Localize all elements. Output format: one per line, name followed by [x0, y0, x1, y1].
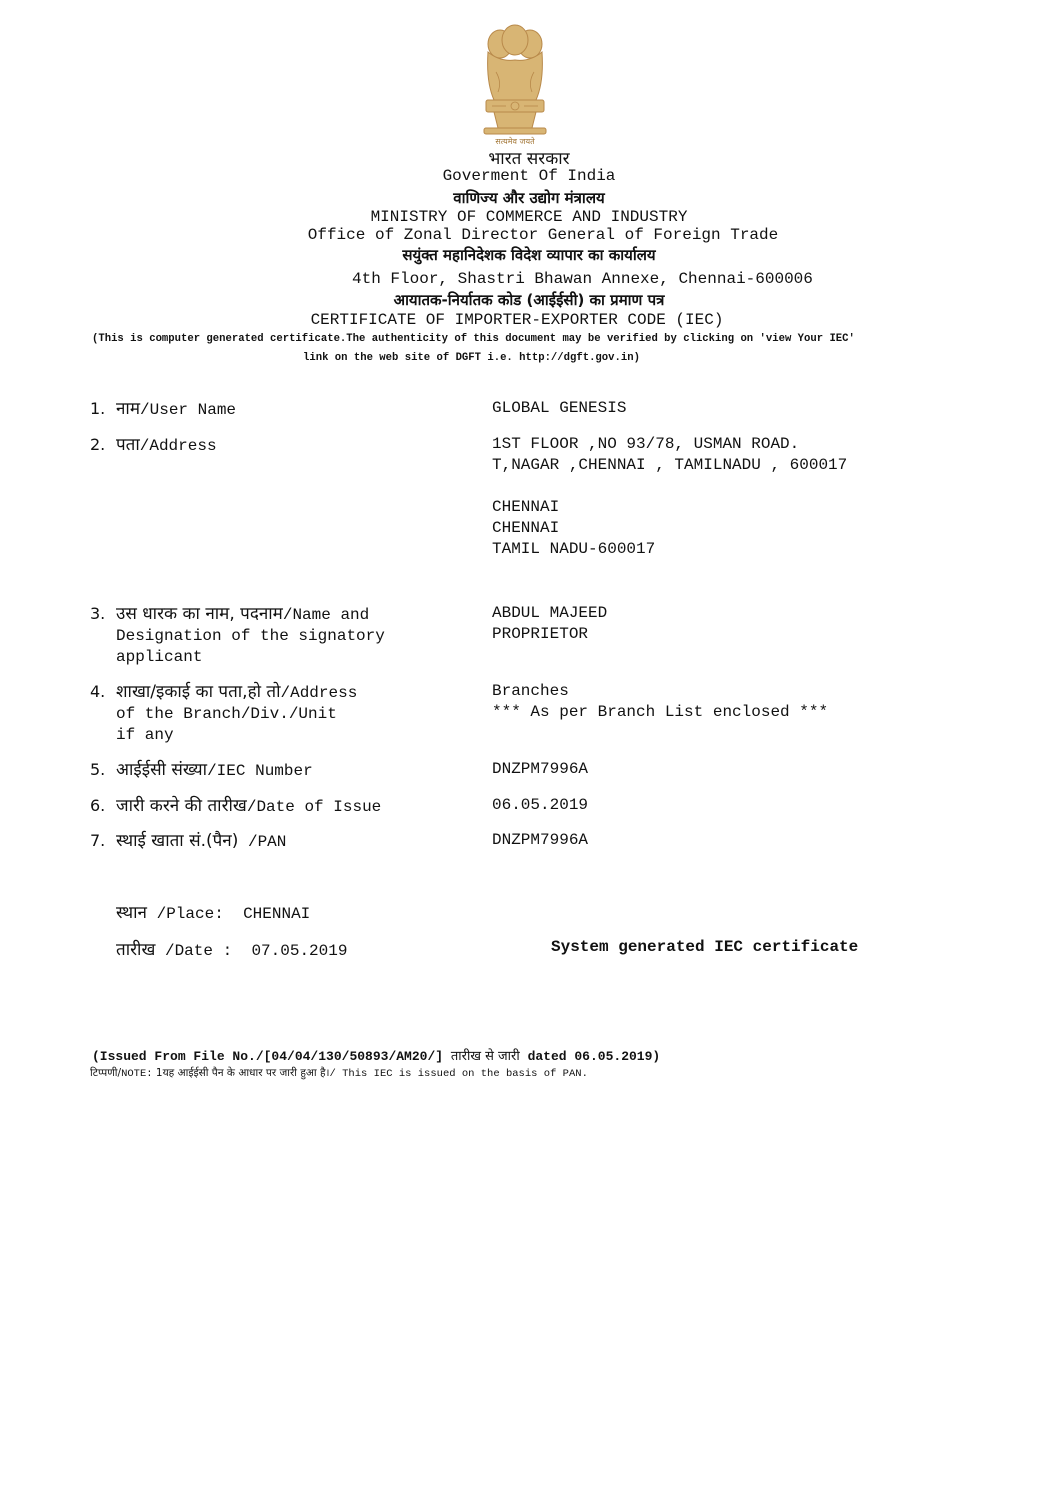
address-line-district: CHENNAI — [492, 519, 560, 537]
place-value: CHENNAI — [243, 905, 311, 923]
issued-from-file: (Issued From File No./[04/04/130/50893/AM20/] तारीख से जारी dated 06.05.2019) — [92, 1049, 661, 1064]
hi-ministry-title: वाणिज्य और उद्योग मंत्रालय — [453, 189, 605, 207]
place-line: स्थान /Place: CHENNAI — [116, 903, 311, 923]
date-line: तारीख /Date : 07.05.2019 — [116, 940, 348, 960]
field-date-of-issue-label: 6. जारी करने की तारीख/Date of Issue — [90, 796, 382, 816]
office-address: 4th Floor, Shastri Bhawan Annexe, Chennai-600006 — [352, 270, 813, 288]
signatory-designation: PROPRIETOR — [492, 625, 589, 643]
field-user-name-label: 1. नाम/User Name — [90, 399, 237, 419]
en-country-title: Goverment Of India — [442, 167, 616, 185]
national-emblem — [472, 22, 558, 148]
en-office-title: Office of Zonal Director General of Foreign Trade — [307, 226, 779, 244]
hi-country-title: भारत सरकार — [488, 149, 570, 169]
field-branch-label: 4. शाखा/इकाई का पता,हो तो/Address of the Branch/Div./Unit if any — [90, 682, 358, 744]
branch-heading: Branches — [492, 682, 569, 700]
address-line-state: TAMIL NADU-600017 — [492, 540, 656, 558]
address-line-2: T,NAGAR ,CHENNAI , TAMILNADU , 600017 — [492, 456, 848, 474]
field-signatory-label: 3. उस धारक का नाम, पदनाम/Name and Designation of the signatory applicant — [90, 604, 385, 666]
branch-note: *** As per Branch List enclosed *** — [492, 703, 829, 721]
field-user-name-value: GLOBAL GENESIS — [492, 399, 627, 417]
address-line-1: 1ST FLOOR ,NO 93/78, USMAN ROAD. — [492, 435, 800, 453]
hi-office-title: सयुंक्त महानिदेशक विदेश व्यापार का कार्यालय — [402, 246, 656, 264]
field-date-of-issue-value: 06.05.2019 — [492, 796, 589, 814]
field-address-value — [492, 434, 847, 560]
authenticity-note-line2: link on the web site of DGFT i.e. http://dgft.gov.in) — [303, 352, 640, 364]
field-pan-value: DNZPM7996A — [492, 831, 589, 849]
field-branch-value — [492, 681, 828, 723]
field-pan-label: 7. स्थाई खाता सं.(पैन) /PAN — [90, 831, 287, 851]
en-certificate-title: CERTIFICATE OF IMPORTER-EXPORTER CODE (IEC) — [310, 311, 724, 329]
address-line-city: CHENNAI — [492, 498, 560, 516]
hi-certificate-title: आयातक-निर्यातक कोड (आईईसी) का प्रमाण पत्र — [393, 291, 665, 309]
signatory-name: ABDUL MAJEED — [492, 604, 608, 622]
date-value: 07.05.2019 — [251, 942, 348, 960]
pan-note: टिप्पणी/NOTE: 1यह आईईसी पैन के आधार पर जारी हुआ है।/ This IEC is issued on the basis of PAN. — [90, 1067, 588, 1080]
system-generated-label: System generated IEC certificate — [551, 938, 859, 956]
field-signatory-value — [492, 603, 607, 645]
authenticity-note-line1: (This is computer generated certificate.The authenticity of this document may be verified by clicking on 'view Your IEC' — [92, 333, 855, 345]
field-iec-number-label: 5. आईईसी संख्या/IEC Number — [90, 760, 313, 780]
en-ministry-title: MINISTRY OF COMMERCE AND INDUSTRY — [370, 208, 688, 226]
field-address-label: 2. पता/Address — [90, 435, 217, 455]
field-iec-number-value: DNZPM7996A — [492, 760, 589, 778]
emblem-motto: सत्यमेव जयते — [495, 137, 535, 146]
